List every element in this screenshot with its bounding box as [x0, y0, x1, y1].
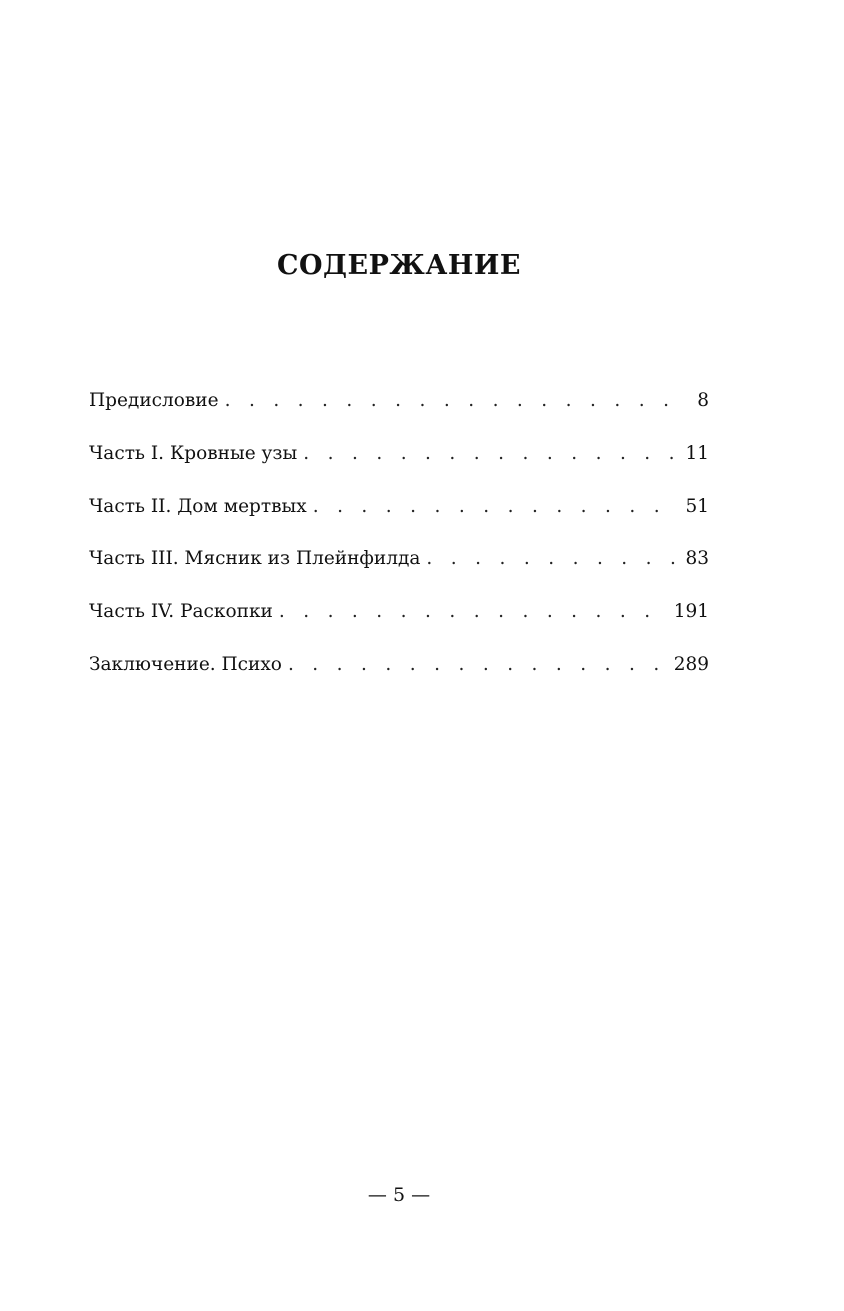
toc-entry-title: Часть IV. Раскопки	[89, 601, 273, 623]
toc-entry-title: Часть I. Кровные узы	[89, 442, 298, 464]
toc-entry-title: Часть III. Мясник из Плейнфилда	[89, 548, 421, 570]
toc-entry-part-2[interactable]	[89, 492, 709, 545]
toc-entry-preface[interactable]	[89, 386, 709, 439]
toc-entry-part-1[interactable]	[89, 439, 709, 492]
toc-entry-page: 83	[685, 548, 709, 570]
toc-entry-title: Заключение. Психо	[89, 653, 282, 675]
toc-entry-title: Часть II. Дом мертвых	[89, 495, 307, 517]
table-of-contents	[89, 386, 709, 703]
dot-leader	[225, 386, 688, 416]
toc-entry-page: 191	[673, 601, 709, 623]
dot-leader	[313, 492, 676, 522]
dot-leader	[303, 439, 675, 469]
page-number: — 5 —	[367, 1184, 431, 1206]
dot-leader	[279, 597, 664, 627]
toc-entry-conclusion[interactable]	[89, 650, 709, 703]
dot-leader	[288, 650, 664, 680]
toc-entry-page: 8	[697, 390, 709, 411]
page-title: СОДЕРЖАНИЕ	[277, 250, 521, 281]
toc-entry-title: Предисловие	[89, 390, 219, 411]
toc-entry-page: 51	[685, 495, 709, 517]
dot-leader	[426, 544, 675, 574]
toc-entry-part-3[interactable]	[89, 544, 709, 597]
toc-entry-part-4[interactable]	[89, 597, 709, 650]
toc-entry-page: 289	[673, 653, 709, 675]
toc-entry-page: 11	[685, 442, 709, 464]
